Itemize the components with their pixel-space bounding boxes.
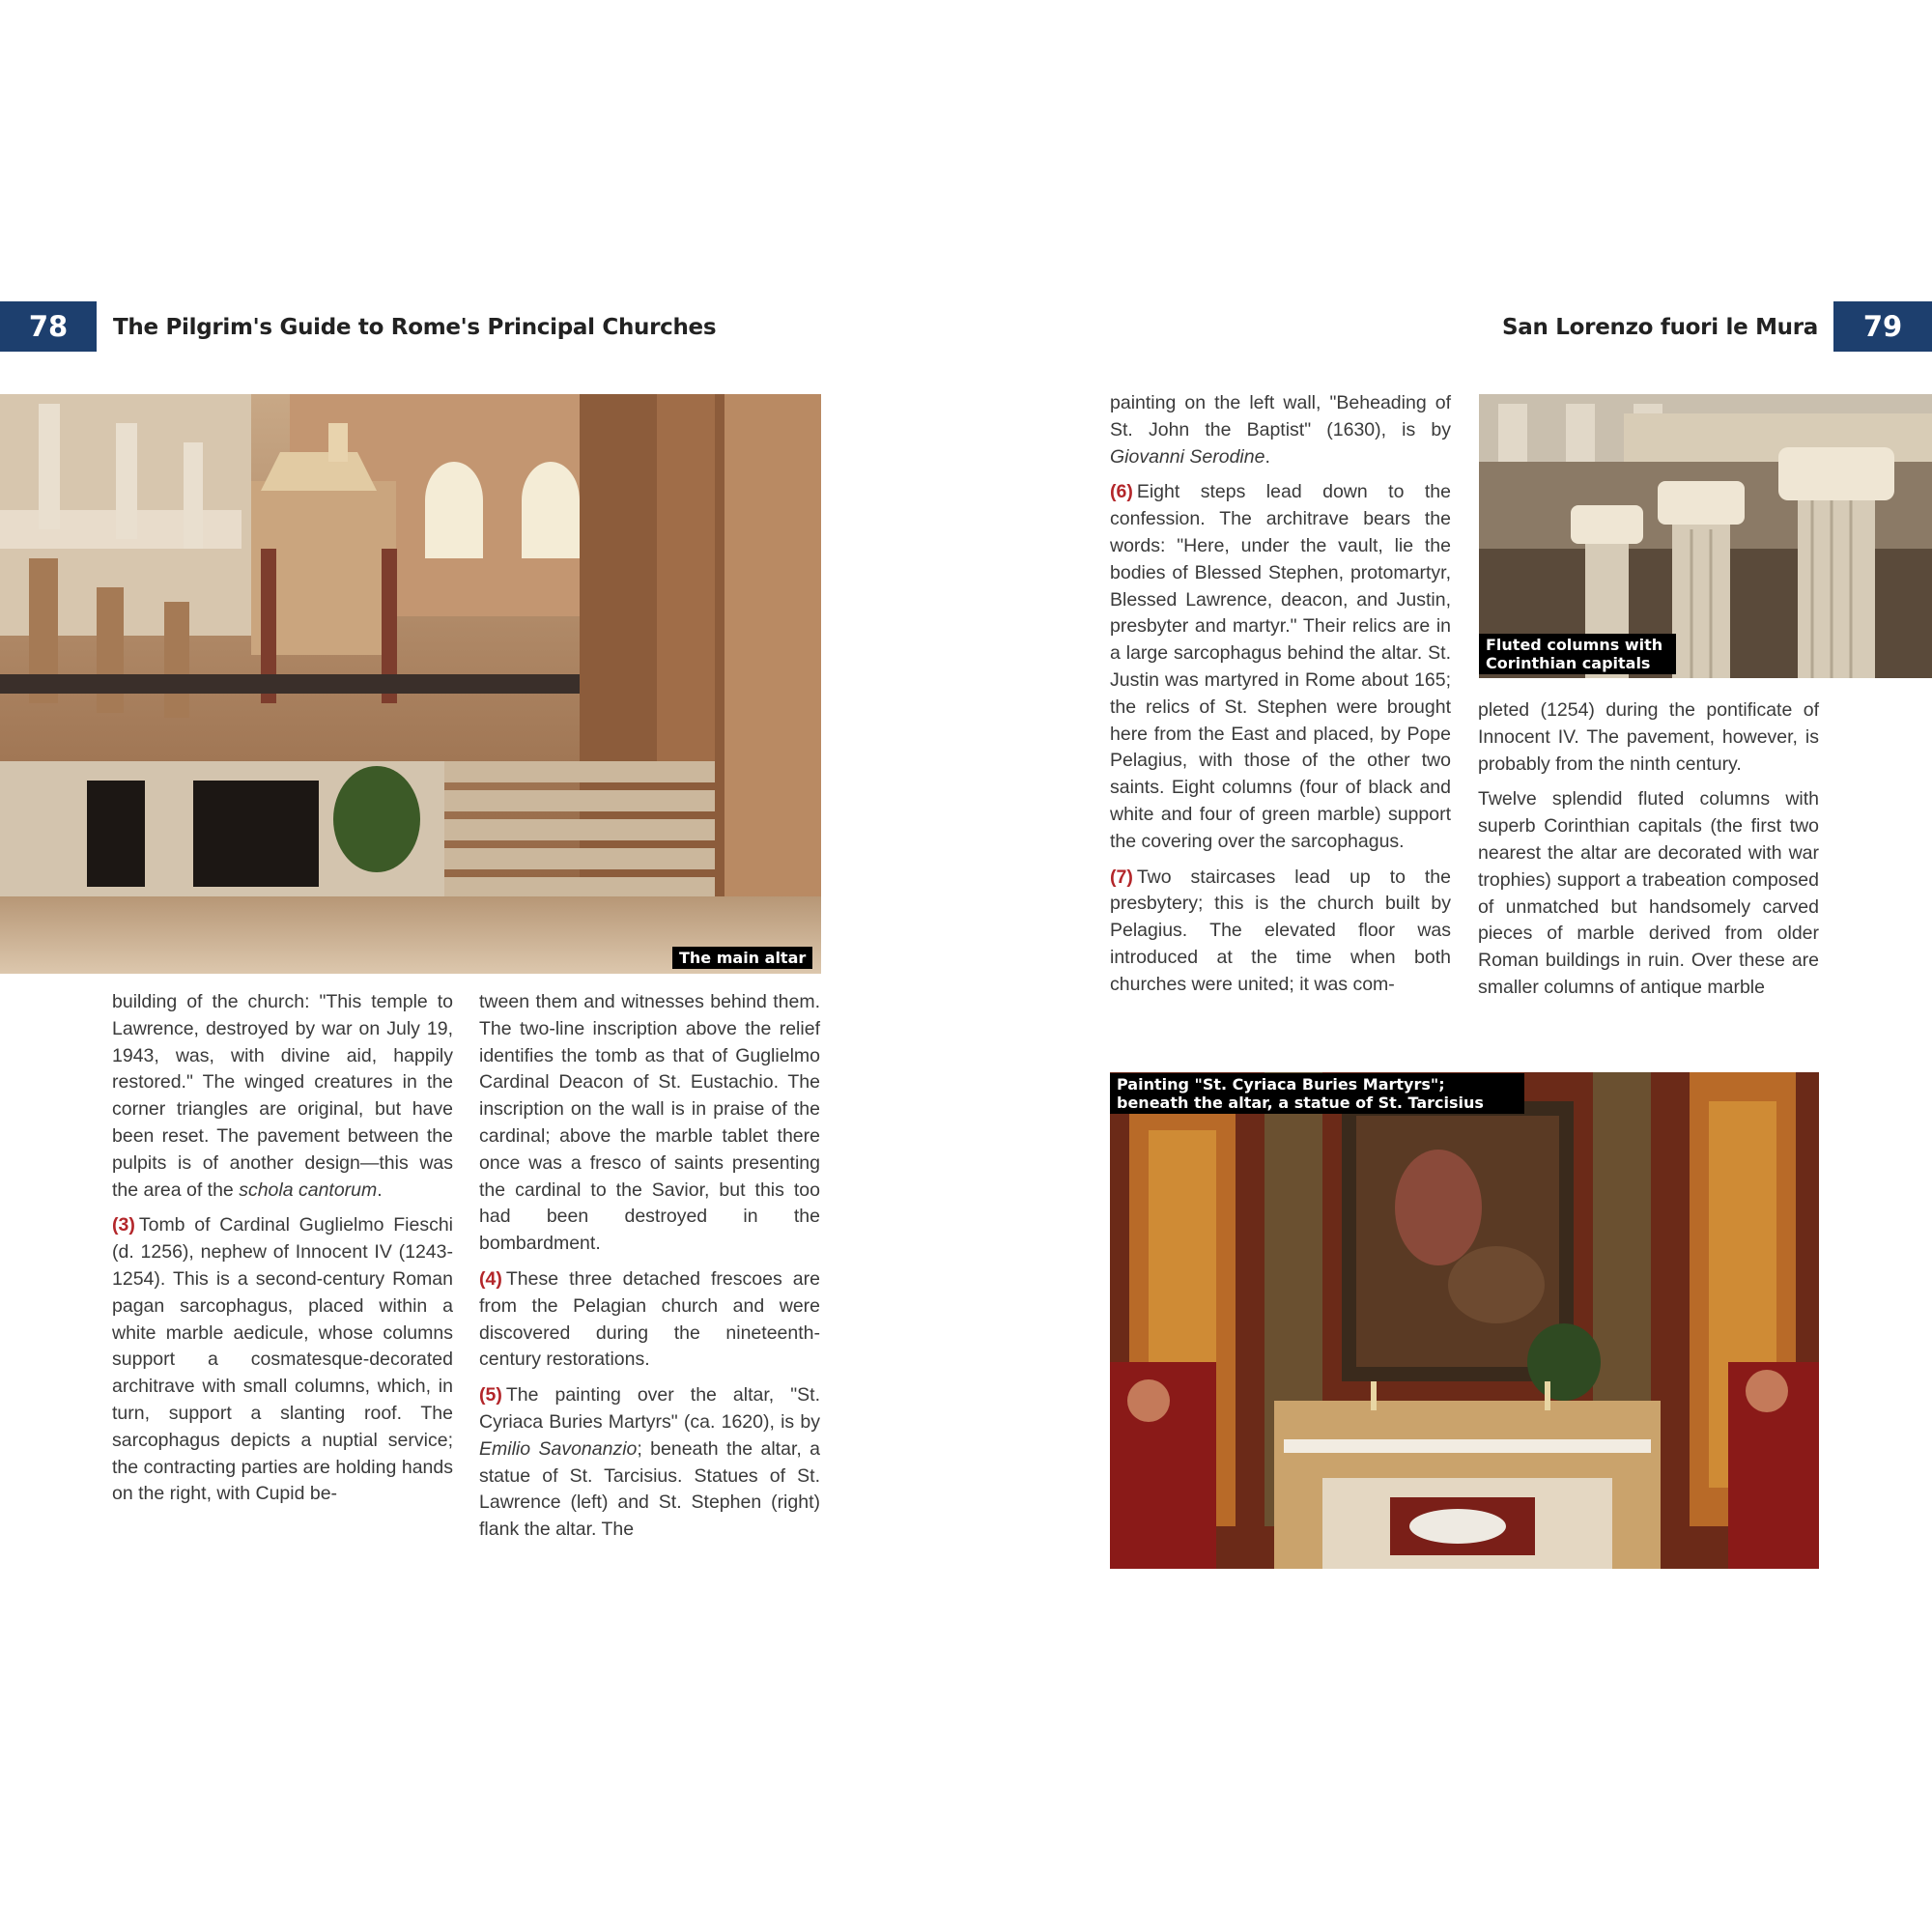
paragraph: painting on the left wall, "Beheading of St. John the Baptist" (1630), is by Giovanni Serodine. <box>1110 392 1451 468</box>
item-number: (6) <box>1110 481 1133 503</box>
item-number: (4) <box>479 1267 502 1290</box>
right-column-2 <box>1478 697 1819 1010</box>
left-page-number: 78 <box>0 301 97 352</box>
painting-caption-line-2: beneath the altar, a statue of St. Tarcisius <box>1117 1094 1484 1112</box>
paragraph: building of the church: "This temple to Lawrence, destroyed by war on July 19, 1943, was, with divine aid, happily restored." The winged creatures in the corner triangles are original, but have been reset. The pavement between the pulpits is of another design—this was the area of the schola cantorum. <box>112 991 453 1201</box>
item-number: (5) <box>479 1384 502 1406</box>
paragraph: Twelve splendid fluted columns with superb Corinthian capitals (the first two nearest the altar are decorated with war trophies) support a trabeation composed of unmatched but handsomely carved pieces of marble derived from older Roman buildings in ruin. Over these are smaller columns of antique marble <box>1478 788 1819 998</box>
left-column-2 <box>479 989 820 1552</box>
paragraph: (5) The painting over the altar, "St. Cyriaca Buries Martyrs" (ca. 1620), is by Emilio Savonanzio; beneath the altar, a statue of St. Tarcisius. Statues of St. Lawrence (left) and St. Stephen (right) flank the altar. The <box>479 1384 820 1541</box>
right-column-1 <box>1110 390 1451 1008</box>
paragraph: (4) These three detached frescoes are from the Pelagian church and were discovered during the nineteenth-century restorations. <box>479 1267 820 1371</box>
left-column-1 <box>112 989 453 1517</box>
main-altar-photo <box>0 394 821 974</box>
left-running-title: The Pilgrim's Guide to Rome's Principal Churches <box>113 315 717 340</box>
item-number: (3) <box>112 1214 135 1236</box>
paragraph: tween them and witnesses behind them. The two-line inscription above the relief identifies the tomb as that of Guglielmo Cardinal Deacon of St. Eustachio. The inscription on the wall is in praise of the cardinal; above the marble tablet there once was a fresco of saints presenting the cardinal to the Savior, but this too had been destroyed in the bombardment. <box>479 991 820 1255</box>
paragraph: (7) Two staircases lead up to the presbytery; this is the church built by Pelagius. The elevated floor was introduced at the time when both churches were united; it was com- <box>1110 866 1451 995</box>
painting-caption <box>1110 1073 1524 1114</box>
main-altar-caption: The main altar <box>672 947 812 969</box>
right-page-number: 79 <box>1833 301 1932 352</box>
fluted-columns-caption: Fluted columns with Corinthian capitals <box>1479 634 1676 674</box>
paragraph: (3) Tomb of Cardinal Guglielmo Fieschi (d. 1256), nephew of Innocent IV (1243-1254). This is a second-century Roman pagan sarcophagus, placed within a white marble aedicule, whose columns support a cosmatesque-decorated architrave with small columns, which, in turn, support a slanting roof. The sarcophagus depicts a nuptial service; the contracting parties are holding hands on the right, with Cupid be- <box>112 1214 453 1505</box>
item-number: (7) <box>1110 866 1133 888</box>
right-running-title: San Lorenzo fuori le Mura <box>1502 315 1818 340</box>
cyriaca-painting-photo <box>1110 1072 1819 1569</box>
painting-caption-line-1: Painting "St. Cyriaca Buries Martyrs"; <box>1117 1075 1445 1094</box>
paragraph: (6) Eight steps lead down to the confession. The architrave bears the words: "Here, under the vault, lie the bodies of Blessed Stephen, protomartyr, Blessed Lawrence, deacon, and Justin, presbyter and martyr." Their relics are in a large sarcophagus behind the altar. St. Justin was martyred in Rome about 165; the relics of St. Stephen were brought here from the East and placed, by Pope Pelagius, with those of the other two saints. Eight columns (four of black and white and four of green marble) support the covering over the sarcophagus. <box>1110 481 1451 852</box>
paragraph: pleted (1254) during the pontificate of Innocent IV. The pavement, however, is probably from the ninth century. <box>1478 699 1819 775</box>
